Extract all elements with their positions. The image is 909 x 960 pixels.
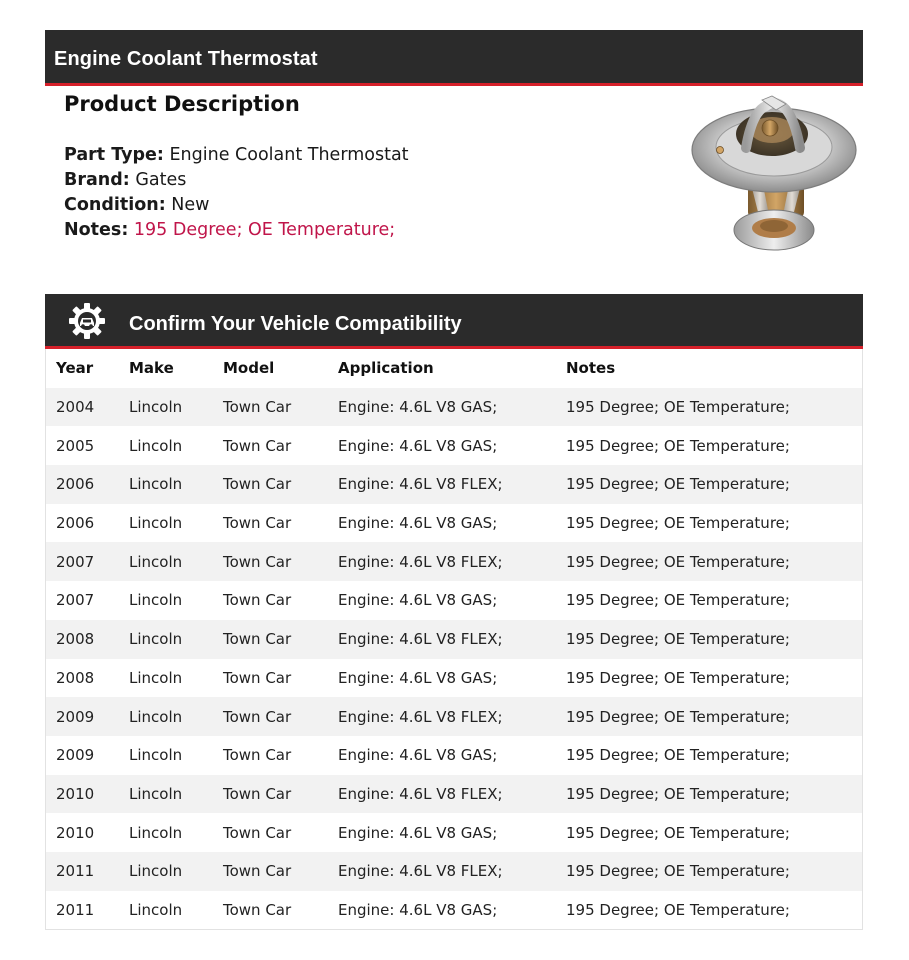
- spec-list: [64, 143, 409, 243]
- cell-model: Town Car: [223, 852, 338, 891]
- table-row: [46, 620, 862, 659]
- cell-model: Town Car: [223, 668, 292, 687]
- column-header-application: Application: [338, 359, 434, 378]
- cell-notes: 195 Degree; OE Temperature;: [566, 852, 862, 891]
- thermostat-product-image: [690, 92, 860, 257]
- table-row: [46, 813, 862, 852]
- compatibility-table: [45, 349, 863, 930]
- spec-notes: [64, 218, 409, 243]
- product-description-title: Product Description: [64, 92, 300, 116]
- cell-application: Engine: 4.6L V8 GAS;: [338, 591, 498, 610]
- cell-model: Town Car: [223, 514, 292, 533]
- cell-model: Town Car: [223, 620, 338, 659]
- column-header-make: Make: [129, 359, 174, 378]
- cell-year: 2008: [56, 668, 95, 687]
- table-row: [46, 891, 862, 930]
- cell-year: 2009: [56, 746, 95, 765]
- cell-make: Lincoln: [129, 620, 223, 659]
- cell-notes: 195 Degree; OE Temperature;: [566, 775, 862, 814]
- cell-model: Town Car: [223, 823, 292, 842]
- cell-model: Town Car: [223, 542, 338, 581]
- cell-year: 2006: [56, 514, 95, 533]
- cell-make: Lincoln: [129, 697, 223, 736]
- cell-notes: 195 Degree; OE Temperature;: [566, 823, 790, 842]
- spec-part-type: [64, 143, 409, 168]
- cell-notes: 195 Degree; OE Temperature;: [566, 436, 790, 455]
- spec-value: Gates: [135, 170, 187, 190]
- cell-make: Lincoln: [129, 542, 223, 581]
- spec-label: Part Type:: [64, 145, 164, 165]
- table-row: [46, 659, 862, 698]
- cell-application: Engine: 4.6L V8 FLEX;: [338, 697, 566, 736]
- cell-model: Town Car: [223, 388, 338, 427]
- product-header-bar: [45, 30, 863, 86]
- cell-make: Lincoln: [129, 465, 223, 504]
- table-row: [46, 388, 862, 427]
- table-body: [46, 388, 862, 930]
- cell-year: 2007: [46, 542, 129, 581]
- cell-application: Engine: 4.6L V8 FLEX;: [338, 465, 566, 504]
- spec-value: Engine Coolant Thermostat: [169, 145, 409, 165]
- cell-make: Lincoln: [129, 668, 183, 687]
- cell-model: Town Car: [223, 746, 292, 765]
- cell-application: Engine: 4.6L V8 GAS;: [338, 388, 566, 427]
- table-row: [46, 542, 862, 581]
- table-header-row: [46, 349, 862, 388]
- cell-application: Engine: 4.6L V8 GAS;: [338, 668, 498, 687]
- cell-application: Engine: 4.6L V8 GAS;: [338, 823, 498, 842]
- table-row: [46, 426, 862, 465]
- table-row: [46, 697, 862, 736]
- cell-year: 2006: [46, 465, 129, 504]
- spec-label: Notes:: [64, 220, 129, 240]
- cell-year: 2008: [46, 620, 129, 659]
- cell-year: 2005: [56, 436, 95, 455]
- spec-condition: [64, 193, 409, 218]
- column-header-year: Year: [56, 359, 94, 378]
- cell-application: Engine: 4.6L V8 FLEX;: [338, 542, 566, 581]
- cell-model: Town Car: [223, 465, 338, 504]
- spec-label: Condition:: [64, 195, 166, 215]
- cell-notes: 195 Degree; OE Temperature;: [566, 697, 862, 736]
- table-row: [46, 465, 862, 504]
- cell-notes: 195 Degree; OE Temperature;: [566, 668, 790, 687]
- cell-year: 2009: [46, 697, 129, 736]
- cell-model: Town Car: [223, 775, 338, 814]
- table-row: [46, 504, 862, 543]
- cell-make: Lincoln: [129, 514, 183, 533]
- spec-value: New: [171, 195, 210, 215]
- cell-make: Lincoln: [129, 900, 183, 919]
- cell-application: Engine: 4.6L V8 FLEX;: [338, 620, 566, 659]
- cell-notes: 195 Degree; OE Temperature;: [566, 465, 862, 504]
- compatibility-header-bar: [45, 294, 863, 349]
- cell-make: Lincoln: [129, 436, 183, 455]
- gear-car-icon: [67, 301, 107, 341]
- cell-year: 2011: [46, 852, 129, 891]
- spec-value-notes: 195 Degree; OE Temperature;: [133, 220, 396, 240]
- product-header-title: Engine Coolant Thermostat: [54, 48, 318, 70]
- cell-notes: 195 Degree; OE Temperature;: [566, 900, 790, 919]
- cell-year: 2007: [56, 591, 95, 610]
- cell-make: Lincoln: [129, 591, 183, 610]
- table-row: [46, 736, 862, 775]
- spec-label: Brand:: [64, 170, 130, 190]
- table-row: [46, 852, 862, 891]
- cell-make: Lincoln: [129, 746, 183, 765]
- cell-application: Engine: 4.6L V8 FLEX;: [338, 852, 566, 891]
- cell-year: 2011: [56, 900, 95, 919]
- cell-notes: 195 Degree; OE Temperature;: [566, 746, 790, 765]
- cell-notes: 195 Degree; OE Temperature;: [566, 542, 862, 581]
- table-row: [46, 581, 862, 620]
- table-row: [46, 775, 862, 814]
- cell-notes: 195 Degree; OE Temperature;: [566, 591, 790, 610]
- compatibility-title: Confirm Your Vehicle Compatibility: [129, 313, 462, 335]
- cell-year: 2004: [46, 388, 129, 427]
- cell-model: Town Car: [223, 591, 292, 610]
- cell-notes: 195 Degree; OE Temperature;: [566, 388, 862, 427]
- cell-application: Engine: 4.6L V8 FLEX;: [338, 775, 566, 814]
- cell-year: 2010: [46, 775, 129, 814]
- cell-make: Lincoln: [129, 852, 223, 891]
- cell-notes: 195 Degree; OE Temperature;: [566, 514, 790, 533]
- cell-application: Engine: 4.6L V8 GAS;: [338, 746, 498, 765]
- column-header-model: Model: [223, 359, 275, 378]
- cell-application: Engine: 4.6L V8 GAS;: [338, 436, 498, 455]
- cell-year: 2010: [56, 823, 95, 842]
- spec-brand: [64, 168, 409, 193]
- cell-make: Lincoln: [129, 775, 223, 814]
- cell-application: Engine: 4.6L V8 GAS;: [338, 514, 498, 533]
- cell-make: Lincoln: [129, 823, 183, 842]
- cell-model: Town Car: [223, 697, 338, 736]
- cell-make: Lincoln: [129, 388, 223, 427]
- cell-notes: 195 Degree; OE Temperature;: [566, 620, 862, 659]
- cell-model: Town Car: [223, 436, 292, 455]
- cell-model: Town Car: [223, 900, 292, 919]
- cell-application: Engine: 4.6L V8 GAS;: [338, 900, 498, 919]
- column-header-notes: Notes: [566, 359, 616, 378]
